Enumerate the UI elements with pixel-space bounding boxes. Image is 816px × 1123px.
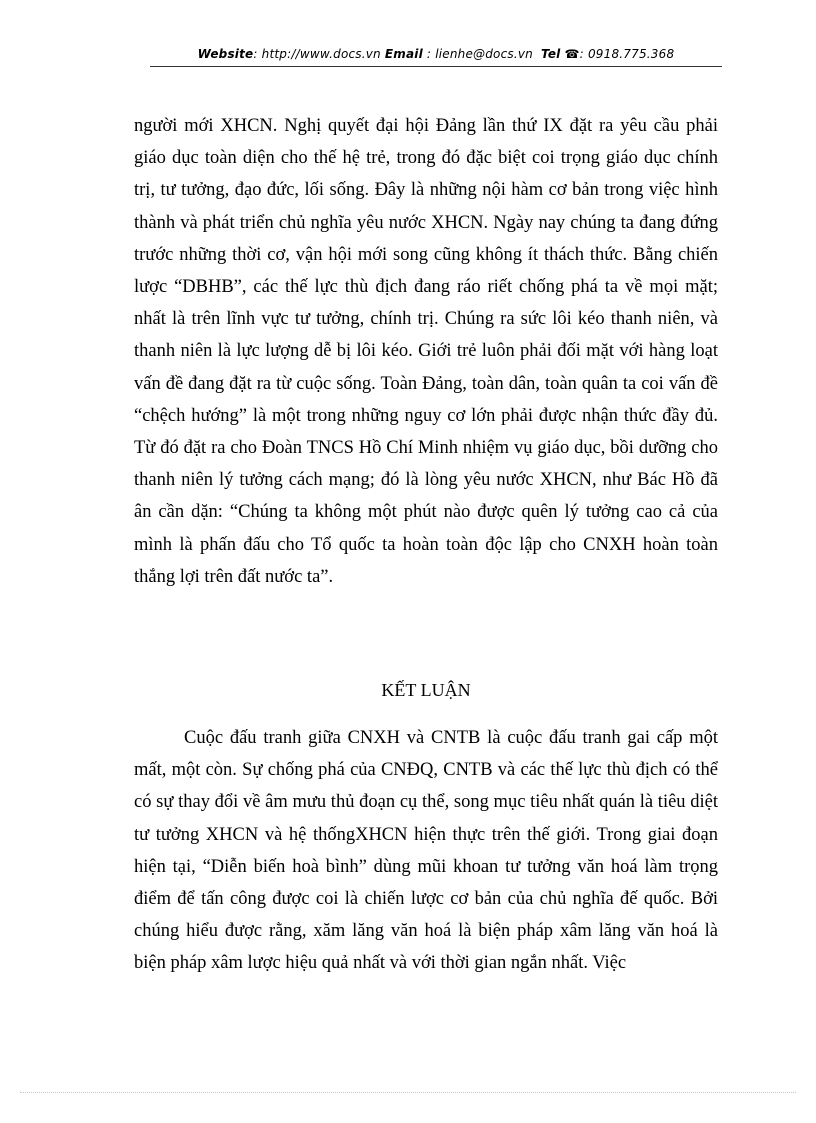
website-url[interactable]: http://www.docs.vn [261, 47, 381, 61]
tel-separator: : [579, 47, 588, 61]
footer-rule [20, 1092, 796, 1093]
website-separator: : [253, 47, 262, 61]
section-heading: KẾT LUẬN [381, 680, 471, 700]
telephone-icon: ☎ [564, 47, 580, 61]
header-rule [150, 66, 722, 67]
page-header [150, 47, 722, 67]
email-address[interactable]: lienhe@docs.vn [435, 47, 533, 61]
body-paragraph-1: người mới XHCN. Nghị quyết đại hội Đảng lần thứ IX đặt ra yêu cầu phải giáo dục toàn diện cho thế hệ trẻ, trong đó đặc biệt coi trọng giáo dục chính trị, tư tưởng, đạo đức, lối sống. Đây là những nội hàm cơ bản trong việc hình thành và phát triển chủ nghĩa yêu nước XHCN. Ngày nay chúng ta đang đứng trước những thời cơ, vận hội mới song cũng không ít thách thức. Bằng chiến lược “DBHB”, các thế lực thù địch đang ráo riết chống phá ta về mọi mặt; nhất là trên lĩnh vực tư tưởng, chính trị. Chúng ra sức lôi kéo thanh niên, và thanh niên là lực lượng dễ bị lôi kéo. Giới trẻ luôn phải đối mặt với hàng loạt vấn đề đang đặt ra từ cuộc sống. Toàn Đảng, toàn dân, toàn quân ta coi vấn đề “chệch hướng” là một trong những nguy cơ lớn phải được nhận thức đầy đủ. Từ đó đặt ra cho Đoàn TNCS Hồ Chí Minh nhiệm vụ giáo dục, bồi dưỡng cho thanh niên lý tưởng cách mạng; đó là lòng yêu nước XHCN, như Bác Hồ đã ân cần dặn: “Chúng ta không một phút nào được quên lý tưởng cao cả của mình là phấn đấu cho Tổ quốc ta hoàn toàn độc lập cho CNXH hoàn toàn thắng lợi trên đất nước ta”. [134, 116, 718, 587]
email-label: Email [384, 47, 423, 61]
tel-label: Tel [541, 47, 561, 61]
email-separator: : [422, 47, 436, 61]
website-label: Website [197, 47, 254, 61]
body-paragraph-2: Cuộc đấu tranh giữa CNXH và CNTB là cuộc đấu tranh gai cấp một mất, một còn. Sự chống phá của CNĐQ, CNTB và các thế lực thù địch có thể có sự thay đổi về âm mưu thủ đoạn cụ thể, song mục tiêu nhất quán là tiêu diệt tư tưởng XHCN và hệ thốngXHCN hiện thực trên thế giới. Trong giai đoạn hiện tại, “Diễn biến hoà bình” dùng mũi khoan tư tưởng văn hoá làm trọng điểm để tấn công được coi là chiến lược cơ bản của chủ nghĩa đế quốc. Bởi chúng hiểu được rằng, xăm lăng văn hoá là biện pháp xâm lăng văn hoá là biện pháp xâm lược hiệu quả nhất và với thời gian ngắn nhất. Việc [134, 728, 718, 974]
tel-number: 0918.775.368 [587, 47, 675, 61]
